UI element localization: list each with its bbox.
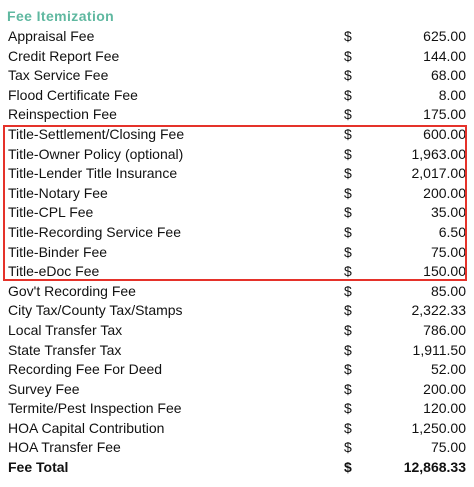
fee-amount: 85.00 bbox=[430, 282, 466, 299]
fee-list bbox=[0, 27, 474, 478]
fee-amount: 200.00 bbox=[423, 184, 466, 201]
fee-label: Appraisal Fee bbox=[8, 28, 95, 44]
section-title: Fee Itemization bbox=[7, 8, 115, 24]
fee-label: Title-eDoc Fee bbox=[8, 263, 100, 280]
fee-row bbox=[0, 301, 474, 321]
currency-symbol: $ bbox=[344, 282, 352, 299]
fee-row bbox=[0, 438, 474, 458]
fee-row-title bbox=[0, 223, 474, 243]
fee-amount: 600.00 bbox=[423, 125, 466, 142]
currency-symbol: $ bbox=[344, 165, 352, 182]
fee-amount: 625.00 bbox=[423, 28, 466, 44]
fee-label: Flood Certificate Fee bbox=[8, 86, 138, 103]
fee-amount: 175.00 bbox=[423, 106, 466, 123]
fee-amount: 786.00 bbox=[423, 321, 466, 338]
fee-label: Survey Fee bbox=[8, 380, 80, 397]
currency-symbol: $ bbox=[344, 106, 352, 123]
fee-amount: 52.00 bbox=[430, 361, 466, 378]
currency-symbol: $ bbox=[344, 125, 352, 142]
currency-symbol: $ bbox=[344, 361, 352, 378]
currency-symbol: $ bbox=[344, 204, 352, 221]
currency-symbol: $ bbox=[344, 302, 352, 319]
fee-row bbox=[0, 105, 474, 125]
fee-label: Title-Lender Title Insurance bbox=[8, 165, 178, 182]
fee-row-title bbox=[0, 262, 474, 282]
fee-row-title bbox=[0, 243, 474, 263]
fee-amount: 150.00 bbox=[423, 263, 466, 280]
fee-row-title bbox=[0, 203, 474, 223]
currency-symbol: $ bbox=[344, 86, 352, 103]
fee-label: State Transfer Tax bbox=[8, 341, 122, 358]
fee-total-amount: 12,868.33 bbox=[403, 459, 466, 476]
fee-row bbox=[0, 47, 474, 67]
fee-row bbox=[0, 27, 474, 47]
fee-amount: 68.00 bbox=[430, 67, 466, 84]
fee-amount: 200.00 bbox=[423, 380, 466, 397]
fee-label: Tax Service Fee bbox=[8, 67, 109, 84]
fee-amount: 35.00 bbox=[430, 204, 466, 221]
currency-symbol: $ bbox=[344, 459, 352, 476]
fee-amount: 6.50 bbox=[438, 223, 466, 240]
fee-row-title bbox=[0, 184, 474, 204]
currency-symbol: $ bbox=[344, 47, 352, 64]
currency-symbol: $ bbox=[344, 145, 352, 162]
fee-label: Reinspection Fee bbox=[8, 106, 117, 123]
fee-row bbox=[0, 321, 474, 341]
currency-symbol: $ bbox=[344, 321, 352, 338]
fee-row bbox=[0, 86, 474, 106]
fee-amount: 1,911.50 bbox=[412, 341, 466, 358]
currency-symbol: $ bbox=[344, 380, 352, 397]
fee-amount: 2,017.00 bbox=[411, 165, 466, 182]
fee-row bbox=[0, 66, 474, 86]
fee-label: Title-Settlement/Closing Fee bbox=[8, 125, 185, 142]
fee-amount: 120.00 bbox=[423, 400, 466, 417]
fee-label: Recording Fee For Deed bbox=[8, 361, 163, 378]
fee-amount: 8.00 bbox=[438, 86, 466, 103]
fee-label: Title-Owner Policy (optional) bbox=[8, 145, 184, 162]
fee-row bbox=[0, 282, 474, 302]
fee-row-title bbox=[0, 125, 474, 145]
currency-symbol: $ bbox=[344, 400, 352, 417]
fee-label: City Tax/County Tax/Stamps bbox=[8, 302, 183, 319]
currency-symbol: $ bbox=[344, 184, 352, 201]
currency-symbol: $ bbox=[344, 439, 352, 456]
fee-amount: 75.00 bbox=[430, 439, 466, 456]
fee-label: Title-CPL Fee bbox=[8, 204, 94, 221]
fee-label: HOA Capital Contribution bbox=[8, 419, 165, 436]
fee-row bbox=[0, 341, 474, 361]
currency-symbol: $ bbox=[344, 28, 352, 44]
fee-amount: 1,250.00 bbox=[411, 419, 466, 436]
fee-row-title bbox=[0, 145, 474, 165]
fee-row bbox=[0, 380, 474, 400]
fee-label: Local Transfer Tax bbox=[8, 321, 123, 338]
fee-total-row bbox=[0, 458, 474, 478]
fee-amount: 1,963.00 bbox=[411, 145, 466, 162]
fee-label: Title-Notary Fee bbox=[8, 184, 108, 201]
fee-total-label: Fee Total bbox=[8, 459, 69, 476]
fee-label: Title-Binder Fee bbox=[8, 243, 108, 260]
fee-label: Termite/Pest Inspection Fee bbox=[8, 400, 182, 417]
currency-symbol: $ bbox=[344, 419, 352, 436]
fee-row bbox=[0, 399, 474, 419]
currency-symbol: $ bbox=[344, 223, 352, 240]
fee-row-title bbox=[0, 164, 474, 184]
currency-symbol: $ bbox=[344, 263, 352, 280]
fee-row bbox=[0, 360, 474, 380]
currency-symbol: $ bbox=[344, 67, 352, 84]
fee-amount: 75.00 bbox=[430, 243, 466, 260]
fee-row bbox=[0, 419, 474, 439]
currency-symbol: $ bbox=[344, 341, 352, 358]
fee-label: Title-Recording Service Fee bbox=[8, 223, 181, 240]
fee-amount: 144.00 bbox=[423, 47, 466, 64]
fee-label: HOA Transfer Fee bbox=[8, 439, 121, 456]
currency-symbol: $ bbox=[344, 243, 352, 260]
fee-label: Gov't Recording Fee bbox=[8, 282, 136, 299]
fee-label: Credit Report Fee bbox=[8, 47, 120, 64]
fee-amount: 2,322.33 bbox=[411, 302, 466, 319]
